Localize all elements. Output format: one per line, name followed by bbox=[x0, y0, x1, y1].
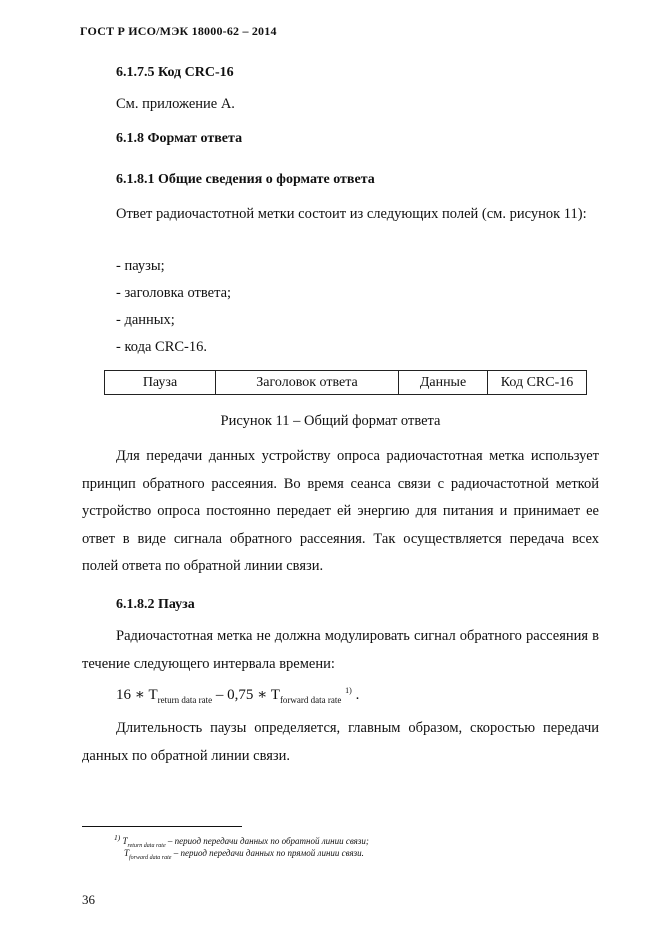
footnote-separator bbox=[82, 826, 242, 827]
section-6181-intro: Ответ радиочастотной метки состоит из следующих полей (см. рисунок 11): bbox=[116, 206, 587, 222]
figure-cell-header: Заголовок ответа bbox=[216, 371, 399, 395]
footnote-line-1: $^{1)}$ $T_{return data rate}$ – период передачи данных по обратной линии связи; bbox=[114, 833, 369, 849]
list-item: - данных; bbox=[116, 312, 175, 328]
figure-cell-data: Данные bbox=[399, 371, 488, 395]
section-6182-paragraph: Радиочастотная метка не должна модулировать сигнал обратного рассеяния в течение следующего интервала времени: bbox=[82, 628, 599, 672]
section-618-title: 6.1.8 Формат ответа bbox=[116, 131, 243, 146]
section-6182-title: 6.1.8.2 Пауза bbox=[116, 597, 195, 612]
figure-caption: Рисунок 11 – Общий формат ответа bbox=[220, 413, 441, 429]
section-6181-paragraph: Для передачи данных устройству опроса радиочастотная метка использует принцип обратного рассеяния. Во время сеанса связи с радиочастотной меткой устройство опроса постоянно передает ей энергию для питания и принимает ее ответ в виде сигнала обратного рассеяния. Так осуществляется передача всех полей ответа по обратной линии связи. bbox=[82, 448, 599, 574]
list-item: - кода CRC-16. bbox=[116, 339, 208, 355]
section-6175-text: См. приложение А. bbox=[116, 96, 235, 112]
pause-formula: 16 ∗ $T_{return data rate} - 0,75$ ∗ $T_{forward data rate}$ $^{1)}$ . bbox=[116, 686, 360, 705]
section-6182-final: Длительность паузы определяется, главным образом, скоростью передачи данных по обратной линии связи. bbox=[82, 720, 599, 764]
section-6175-title: 6.1.7.5 Код CRC-16 bbox=[116, 65, 234, 80]
list-item: - заголовка ответа; bbox=[116, 285, 232, 301]
response-format-figure bbox=[104, 370, 587, 395]
section-6181-title: 6.1.8.1 Общие сведения о формате ответа bbox=[116, 172, 375, 187]
page-number: 36 bbox=[82, 892, 95, 907]
list-item: - паузы; bbox=[116, 258, 165, 274]
footnote-line-2: $T_{forward data rate}$ – период передачи данных по прямой линии связи. bbox=[124, 848, 364, 861]
figure-cell-crc: Код CRC-16 bbox=[488, 371, 587, 395]
figure-cell-pause: Пауза bbox=[105, 371, 216, 395]
document-header: ГОСТ Р ИСО/МЭК 18000-62 – 2014 bbox=[80, 24, 277, 38]
